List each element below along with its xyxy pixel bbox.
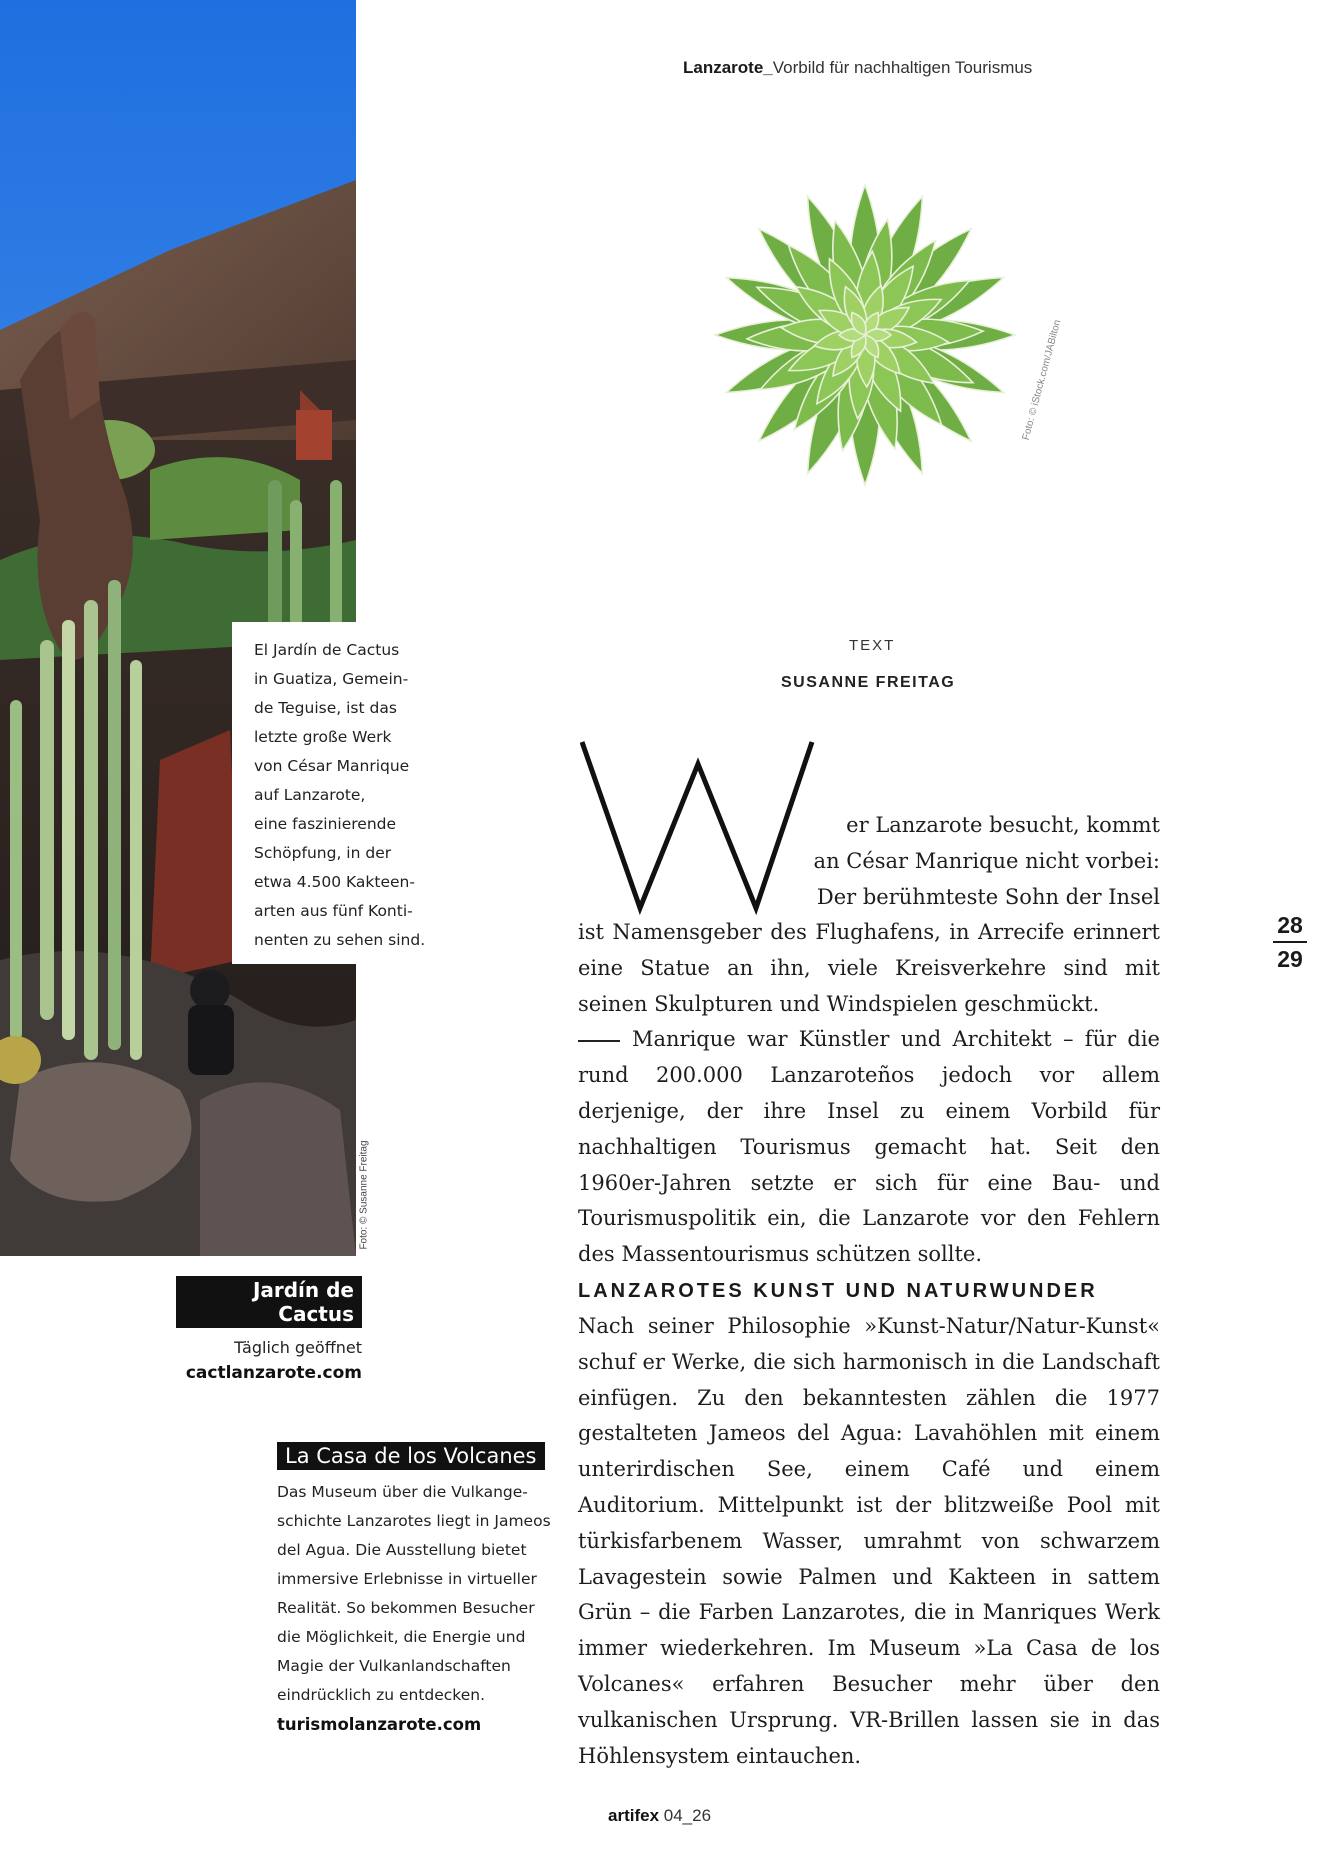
paragraph-manrique: Manrique war Künstler und Architekt – für die rund 200.000 Lanzaroteños jedoch vor allem derjenige, der ihre Insel zu einem Vorbild für nachhaltigen Tourismus gemacht hat. Seit den 1960er-Jahren setzte er sich für eine Bau- und Tourismuspolitik ein, die Lanzarote vor den Fehlern des Massentourismus schützen sollte. — [578, 1027, 1160, 1267]
caption-line: nenten zu sehen sind. — [254, 931, 426, 949]
info-box-description: Das Museum über die Vulkange- schichte Lanzarotes liegt in Jameos del Agua. Die Ausstellung bietet immersive Erlebnisse in virtueller Realität. So bekommen Besucher die Möglichkeit, die Energie und Magie der Vulkanlandschaften eindrücklich zu entdecken. — [277, 1483, 551, 1704]
paragraph-philosophy: Nach seiner Philosophie »Kunst-Natur/Natur-Kunst« schuf er Werke, die sich harmonisch in die Landschaft einfügen. Zu den bekanntesten zählen die 1977 gestalteten Jameos del Agua: Lavahöhlen mit einem unterirdischen See, einem Café und einem Auditorium. Mittelpunkt ist der blitzweiße Pool mit türkisfarbenem Wasser, umrahmt von schwarzem Lavagestein sowie Palmen und Kakteen in sattem Grün – die Farben Lanzarotes, die in Manriques Werk immer wiederkehren. Im Museum »La Casa de los Volcanes« erfahren Besucher mehr über den vulkanischen Ursprung. VR-Brillen lassen sie in das Höhlensystem eintauchen. — [578, 1314, 1160, 1768]
info-box-volcanes — [277, 1442, 567, 1739]
page-number-divider — [1273, 941, 1307, 943]
page-footer — [608, 1806, 711, 1826]
photo-caption — [232, 622, 432, 964]
photo-credit: Foto: © Susanne Freitag — [358, 1140, 370, 1250]
agave-photo-credit: Foto: © iStock.com/JABilton — [1020, 318, 1064, 442]
intro-line: er Lanzarote besucht, kommt — [846, 813, 1160, 837]
website-link[interactable]: cactlanzarote.com — [185, 1363, 362, 1383]
paragraph-intro: ist Namensgeber des Flughafens, in Arrecife erinnert eine Statue an ihn, viele Kreisverkehre sind mit seinen Skulpturen und Windspielen geschmückt. — [578, 920, 1160, 1016]
paragraph-dash — [578, 1040, 620, 1042]
magazine-name: artifex — [608, 1806, 660, 1825]
agave-photo — [700, 170, 1030, 500]
drop-cap — [580, 736, 820, 916]
caption-line: etwa 4.500 Kakteen- — [254, 873, 415, 891]
running-header — [683, 58, 1032, 78]
caption-line: letzte große Werk — [254, 728, 392, 746]
page-number-left: 28 — [1277, 912, 1303, 938]
info-box-title: La Casa de los Volcanes — [277, 1442, 545, 1470]
website-link[interactable]: turismolanzarote.com — [277, 1715, 482, 1734]
intro-line: an César Manrique nicht vorbei: — [813, 848, 1160, 873]
caption-line: arten aus fünf Konti- — [254, 902, 413, 920]
info-box-cactus — [176, 1276, 362, 1383]
article-body — [578, 915, 1160, 1273]
issue-number: 04_26 — [659, 1806, 712, 1825]
page-numbers — [1273, 910, 1307, 974]
intro-line: Der berühmteste Sohn der Insel — [816, 884, 1160, 909]
byline-author: SUSANNE FREITAG — [781, 674, 956, 691]
caption-line: von César Manrique — [254, 757, 410, 775]
page-number-right: 29 — [1277, 946, 1303, 972]
caption-line: eine faszinierende — [254, 815, 397, 833]
caption-line: in Guatiza, Gemein- — [254, 670, 409, 688]
opening-hours: Täglich geöffnet — [234, 1338, 362, 1357]
caption-line: de Teguise, ist das — [254, 699, 397, 717]
header-title: Lanzarote_ — [683, 58, 773, 77]
caption-line: El Jardín de Cactus — [254, 641, 400, 659]
intro-lines — [800, 808, 1160, 915]
caption-line: auf Lanzarote, — [254, 786, 366, 804]
section-subhead: LANZAROTES KUNST UND NATURWUNDER — [578, 1280, 1098, 1302]
byline-label: TEXT — [849, 637, 896, 654]
info-box-title: Jardín de Cactus — [176, 1276, 362, 1328]
header-subtitle: Vorbild für nachhaltigen Tourismus — [772, 58, 1033, 77]
caption-line: Schöpfung, in der — [254, 844, 392, 862]
